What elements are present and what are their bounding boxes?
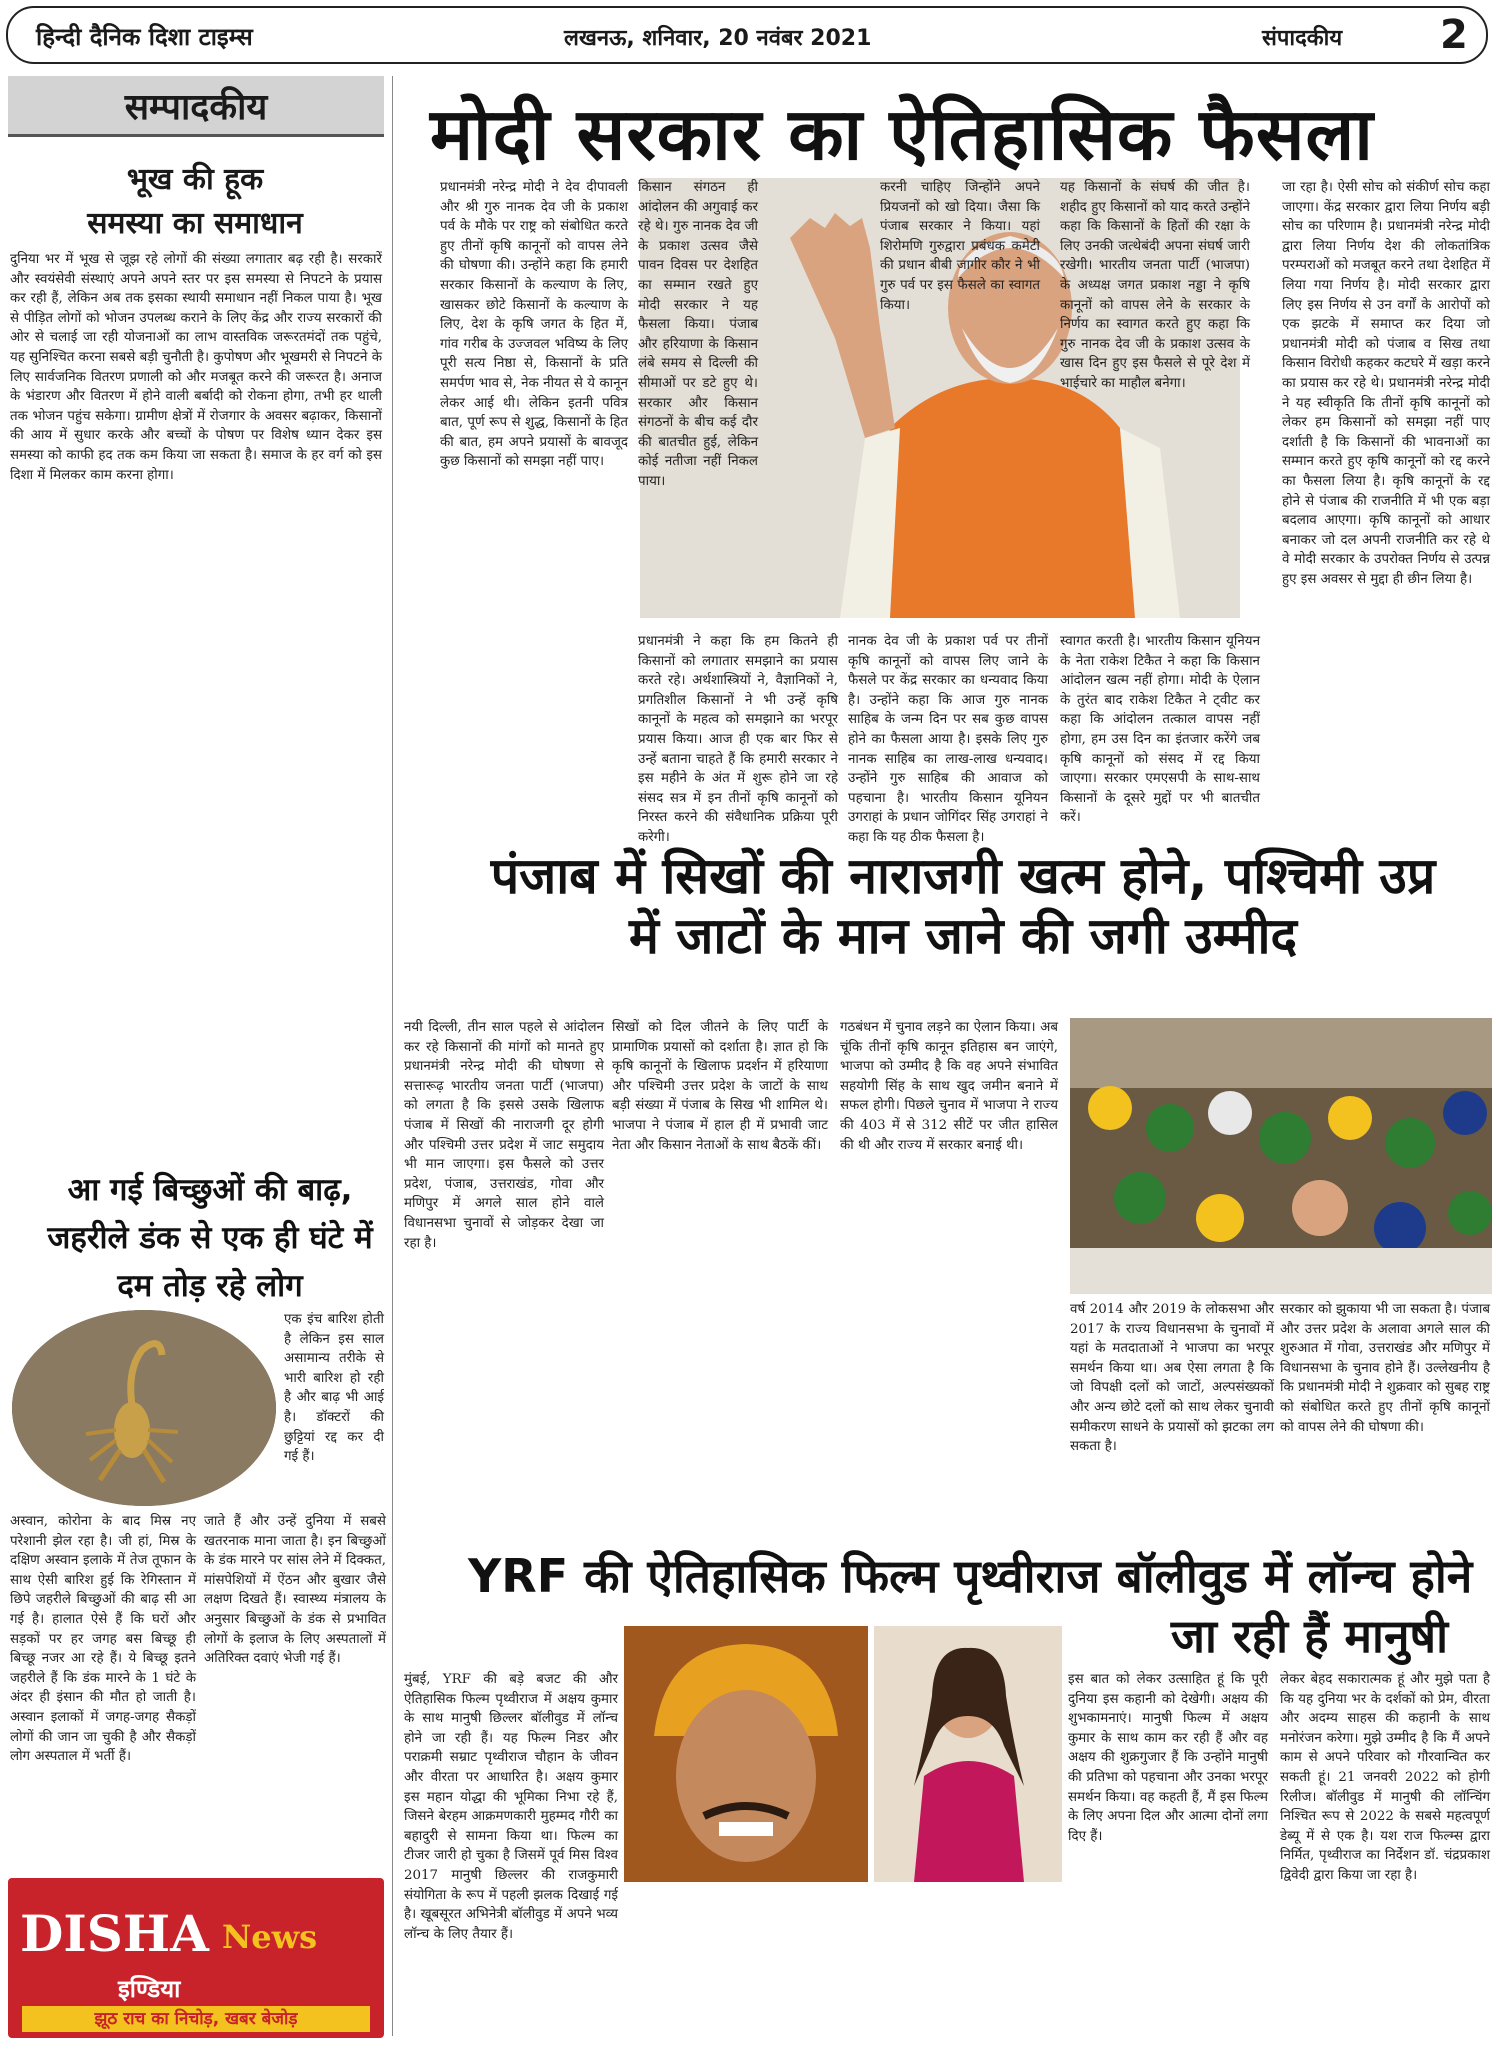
scorpion-headline-line2: जहरीले डंक से एक ही घंटे में [47, 1220, 373, 1256]
scorpion-headline-line3: दम तोड़ रहे लोग [117, 1268, 303, 1304]
editorial-title-line1: भूख की हूक [126, 162, 264, 197]
scorpion-side-text: एक इंच बारिश होती है लेकिन इस साल असामान्य तरीके से भारी बारिश हो रही है और बाढ़ भी आई है। डॉक्टरों की छुट्टियां रद्द कर दी गई हैं। [284, 1312, 384, 1465]
logo-tagline: झूठ राच का निचोड़, खबर बेजोड़ [22, 2006, 370, 2032]
lead-bottom-mid: नानक देव जी के प्रकाश पर्व पर तीनों कृषि कानूनों को वापस लिए जाने के फैसले पर केंद्र सरकार का धन्यवाद किया है। उन्होंने कहा कि आज गुरु नानक साहिब के जन्म दिन पर सब कुछ वापस होने का फैसला आया है। इसके लिए गुरु नानक साहिब का लाख-लाख धन्यवाद। उन्होंने गुरु साहिब की आवाज को पहचाना है। भारतीय किसान यूनियन उगराहां के प्रधान जोगिंदर सिंह उगराहां ने कहा कि यह ठीक फैसला है। [848, 634, 1048, 845]
manushi-photo [874, 1626, 1062, 1882]
punjab-headline [438, 846, 1488, 966]
scorpion-body: अस्वान, कोरोना के बाद मिस्र नए परेशानी झेल रहा है। जी हां, मिस्र के दक्षिण अस्वान इलाके में तेज तूफान के साथ ऐसी बारिश हुई कि रेगिस्तान में छिपे जहरीले बिच्छुओं की बाढ़ सी आ गई है। हालात ऐसे हैं कि घरों और सड़कों पर हर जगह बस बिच्छू ही बिच्छू नजर आ रहे हैं। ये बिच्छू इतने जहरीले हैं कि डंक मारने के 1 घंटे के अंदर ही इंसान की मौत हो जाती है। अस्वान इलाकों में जगह-जगह सैकड़ों लोगों की जान जा चुकी है और सैकड़ों लोग अस्पताल में भर्ती हैं। [10, 1514, 196, 1765]
lead-col2: किसान संगठन ही आंदोलन की अगुवाई कर रहे थे। गुरु नानक देव जी के प्रकाश उत्सव जैसे पावन दिवस पर देशहित का सम्मान रखते हुए मोदी सरकार ने यह फैसला किया। पंजाब और हरियाणा के किसान लंबे समय से दिल्ली की सीमाओं पर डटे हुए थे। सरकार और किसान संगठनों के बीच कई दौर की बातचीत हुई, लेकिन कोई नतीजा नहीं निकल पाया। [638, 180, 758, 489]
section-label: संपादकीय [1262, 26, 1343, 51]
column-divider [392, 76, 393, 2036]
lead-col3: करनी चाहिए जिन्होंने अपने प्रियजनों को खो दिया। जैसा कि पंजाब सरकार ने किया। यहां शिरोमणि गुरुद्वारा प्रबंधक कमेटी की प्रधान बीबी जागीर कौर ने भी गुरु पर्व पर इस फैसले का स्वागत किया। [880, 180, 1040, 313]
lead-headline: मोदी सरकार का ऐतिहासिक फैसला [430, 92, 1374, 176]
punjab-under-photo: वर्ष 2014 और 2019 के लोकसभा और 2017 के राज्य विधानसभा के चुनावों में यहां के मतदाताओं ने भाजपा का भरपूर समर्थन किया था। अब ऐसा लगता है कि जो विपक्षी दलों को जाटों, अल्पसंख्यकों और अन्य छोटे दलों को साथ लेकर चुनावी समीकरण साधने के प्रयासों को झटका लग सकता है। [1070, 1302, 1274, 1455]
punjab-headline-line1: पंजाब में सिखों की नाराजगी खत्म होने, पश्चिमी उप्र [490, 847, 1436, 905]
scorpion-headline-line1: आ गई बिच्छुओं की बाढ़, [67, 1172, 353, 1208]
lead-bottom-far [1262, 632, 1276, 642]
logo-brand-news: News [222, 1918, 318, 1956]
lead-col4: यह किसानों के संघर्ष की जीत है। शहीद हुए किसानों को याद करते उन्होंने कहा कि किसानों के हितों की रक्षा के लिए उनकी जत्थेबंदी अपना संघर्ष जारी रखेगी। भारतीय जनता पार्टी (भाजपा) के अध्यक्ष जगत प्रकाश नड्डा ने कृषि कानूनों को वापस लेने के सरकार के निर्णय का स्वागत करते हुए कहा कि गुरु नानक देव जी के प्रकाश उत्सव के खास दिन हुए इस फैसले से पूरे देश में भाईचारे का माहौल बनेगा। [1060, 180, 1250, 391]
farmers-crowd-photo [1070, 1018, 1492, 1294]
paper-name: हिन्दी दैनिक दिशा टाइम्स [36, 23, 253, 51]
yrf-col1: मुंबई, YRF की बड़े बजट की और ऐतिहासिक फिल्म पृथ्वीराज में अक्षय कुमार के साथ मानुषी छिल्लर बॉलीवुड में लॉन्च होने जा रही हैं। यह फिल्म निडर और पराक्रमी सम्राट पृथ्वीराज चौहान के जीवन और वीरता पर आधारित है। अक्षय कुमार इस महान योद्धा की भूमिका निभा रहे हैं, जिसने बेरहम आक्रमणकारी मुहम्मद गौरी का बहादुरी से सामना किया था। फिल्म का टीजर जारी हो चुका है जिसमें पूर्व मिस विश्व 2017 मानुषी छिल्लर की राजकुमारी संयोगिता के रूप में पहली झलक दिखाई गई है। खूबसूरत अभिनेत्री बॉलीवुड में अपने भव्य लॉन्च के लिए तैयार हैं। [404, 1672, 618, 1942]
lead-bottom-left: प्रधानमंत्री ने कहा कि हम कितने ही किसानों को लगातार समझाने का प्रयास करते रहे। अर्थशास्त्रियों ने, वैज्ञानिकों ने, प्रगतिशील किसानों ने भी उन्हें कृषि कानूनों के महत्व को समझाने का भरपूर प्रयास किया। आज ही एक बार फिर से उन्हें बताना चाहते हैं कि हमारी सरकार ने इस महीने के अंत में शुरू होने जा रहे संसद सत्र में इन तीनों कृषि कानूनों को निरस्त करने की संवैधानिक प्रक्रिया पूरी करेगी। [638, 634, 838, 845]
lead-col5: जा रहा है। ऐसी सोच को संकीर्ण सोच कहा जाएगा। केंद्र सरकार द्वारा लिया निर्णय बड़ी सोच का परिणाम है। प्रधानमंत्री नरेन्द्र मोदी द्वारा लिया निर्णय देश की लोकतांत्रिक परम्पराओं को मजबूत करने तथा देशहित में लिया गया निर्णय है। मोदी सरकार द्वारा लिए इस निर्णय से उन वर्गों के आरोपों को एक झटके में समाप्त कर दिया जो प्रधानमंत्री मोदी को पंजाब व सिख तथा किसान विरोधी कहकर कटघरे में खड़ा करने का प्रयास कर रहे थे। प्रधानमंत्री नरेन्द्र मोदी ने यह स्वीकृति कि तीनों कृषि कानूनों को लेकर हम किसानों को समझा नहीं पाए दर्शाती है कि किसानों की भावनाओं का सम्मान करते हुए कृषि कानूनों को रद्द करने का फैसला लिया है। कृषि कानूनों के रद्द होने से पंजाब की राजनीति में भी एक बड़ा बदलाव आएगा। कृषि कानूनों को आधार बनाकर जो दल अपनी राजनीति कर रहे थे वे मोदी सरकार के उपरोक्त निर्णय से उत्पन्न हुए इस अवसर से मुद्दा ही छीन लिया है। [1282, 180, 1490, 587]
scorpion-headline [40, 1166, 380, 1310]
yrf-headline-line1: YRF की ऐतिहासिक फिल्म पृथ्वीराज बॉलीवुड में लॉन्च होने [468, 1549, 1473, 1603]
editorial-title [40, 158, 350, 246]
punjab-col2: सिखों को दिल जीतने के लिए पार्टी के प्रामाणिक प्रयासों को दर्शाता है। ज्ञात हो कि कृषि कानूनों के खिलाफ प्रदर्शन में हरियाणा और पश्चिमी उत्तर प्रदेश के जाटों के साथ बड़ी संख्या में पंजाब के सिख भी शामिल थे। भाजपा ने पंजाब में हाल ही में प्रभावी जाट नेता और किसान नेताओं के साथ बैठकें कीं। [612, 1020, 828, 1153]
scorpion-photo [12, 1310, 276, 1506]
punjab-col3: गठबंधन में चुनाव लड़ने का ऐलान किया। अब चूंकि तीनों कृषि कानून इतिहास बन जाएंगे, भाजपा को उम्मीद है कि वह अपने संभावित सहयोगी सिंह के साथ खुद जमीन बनाने में सफल होगी। पिछले चुनाव में भाजपा ने राज्य की 403 में से 312 सीटें पर जीत हासिल की थी और राज्य में सरकार बनाई थी। [840, 1020, 1058, 1153]
masthead [6, 6, 1488, 64]
date-line: लखनऊ, शनिवार, 20 नवंबर 2021 [564, 26, 872, 51]
yrf-col2: इस बात को लेकर उत्साहित हूं कि पूरी दुनिया इस कहानी को देखेगी। अक्षय की शुभकामनाएं। मानुषी फिल्म में अक्षय कुमार के साथ काम कर रही हैं और वह अक्षय की शुक्रगुजार हैं कि उन्होंने मानुषी की प्रतिभा को पहचाना और उनका भरपूर समर्थन किया। वह कहती हैं, मैं इस फिल्म के लिए अपना दिल और आत्मा दोनों लगा दिए हैं। [1068, 1672, 1268, 1844]
lead-bottom-right: स्वागत करती है। भारतीय किसान यूनियन के नेता राकेश टिकैत ने कहा कि किसान आंदोलन खत्म नहीं होगा। मोदी के ऐलान के तुरंत बाद राकेश टिकैत ने ट्वीट कर कहा कि आंदोलन तत्काल वापस नहीं होगा, हम उस दिन का इंतजार करेंगे जब कृषि कानूनों को संसद में रद्द किया जाएगा। सरकार एमएसपी के साथ-साथ किसानों के दूसरे मुद्दों पर भी बातचीत करें। [1060, 634, 1260, 826]
scorpion-body-mid: जाते हैं और उन्हें दुनिया में सबसे खतरनाक माना जाता है। इन बिच्छुओं के डंक मारने पर सांस लेने में दिक्कत, मांसपेशियों में ऐंठन और बुखार जैसे लक्षण दिखते हैं। स्वास्थ्य मंत्रालय के अनुसार बिच्छुओं के डंक से प्रभावित लोगों के इलाज के लिए अस्पतालों में अतिरिक्त दवाएं भेजी गई हैं। [204, 1514, 386, 1667]
editorial-title-line2: समस्या का समाधान [87, 206, 303, 241]
yrf-col3: लेकर बेहद सकारात्मक हूं और मुझे पता है कि यह दुनिया भर के दर्शकों को प्रेम, वीरता और अदम्य साहस की कहानी के साथ मनोरंजन करेगा। मुझे उम्मीद है कि मैं अपने काम से अपने परिवार को गौरवान्वित कर सकती हूं। 21 जनवरी 2022 को होगी रिलीज। बॉलीवुड में मानुषी की लॉन्चिंग निश्चित रूप से 2022 के सबसे महत्वपूर्ण डेब्यू में से एक है। यश राज फिल्म्स द्वारा निर्मित, पृथ्वीराज का निर्देशन डॉ. चंद्रप्रकाश द्विवेदी द्वारा किया जा रहा है। [1280, 1672, 1490, 1883]
punjab-headline-line2: में जाटों के मान जाने की जगी उम्मीद [628, 907, 1298, 965]
editorial-banner: सम्पादकीय [8, 76, 384, 137]
logo-brand-main: DISHA [20, 1904, 209, 1963]
editorial-body: दुनिया भर में भूख से जूझ रहे लोगों की संख्या लगातार बढ़ रही है। सरकारें और स्वयंसेवी संस्थाएं अपने अपने स्तर पर इस समस्या से निपटने के प्रयास कर रही हैं, लेकिन अब तक इसका स्थायी समाधान नहीं निकल पाया है। भूख से पीड़ित लोगों को भोजन उपलब्ध कराने के लिए केंद्र और राज्य सरकारों की ओर से चलाई जा रही योजनाओं का लाभ वास्तविक जरूरतमंदों तक पहुंचे, यह सुनिश्चित करना सबसे बड़ी चुनौती है। कुपोषण और भूखमरी से निपटने के लिए सार्वजनिक वितरण प्रणाली को और मजबूत करने की जरूरत है। अनाज के भंडारण और वितरण में होने वाली बर्बादी को रोकना होगा, तभी हर थाली तक भोजन पहुंच सकेगा। ग्रामीण क्षेत्रों में रोजगार के अवसर बढ़ाकर, किसानों की आय में सुधार करके और बच्चों के पोषण पर विशेष ध्यान देकर इस समस्या को काफी हद तक कम किया जा सकता है। समाज के हर वर्ग को इस दिशा में मिलकर काम करना होगा। [10, 252, 382, 483]
yrf-headline-line2: जा रही हैं मानुषी [1170, 1609, 1448, 1663]
logo-country: इण्डिया [118, 1975, 181, 2003]
page-number: 2 [1440, 12, 1468, 58]
punjab-right-text: सरकार को झुकाया भी जा सकता है। पंजाब और उत्तर प्रदेश के अलावा अगले साल की शुरुआत में गोवा, उत्तराखंड और मणिपुर में विधानसभा के चुनाव होने हैं। उल्लेखनीय है कि प्रधानमंत्री मोदी ने शुक्रवार को सुबह राष्ट्र को संबोधित करते हुए तीनों कृषि कानूनों को वापस लेने की घोषणा की। [1280, 1302, 1490, 1435]
manushi-illustration [874, 1626, 1062, 1882]
punjab-col1: नयी दिल्ली, तीन साल पहले से आंदोलन कर रहे किसानों की मांगों को मानते हुए प्रधानमंत्री नरेन्द्र मोदी की घोषणा से सत्तारूढ़ भारतीय जनता पार्टी (भाजपा) को लगता है कि इससे उसके खिलाफ पंजाब में सिखों की नाराजगी दूर होगी और पश्चिमी उत्तर प्रदेश में जाट समुदाय भी मान जाएगा। इस फैसले को उत्तर प्रदेश, पंजाब, उत्तराखंड, गोवा और मणिपुर में अगले साल होने वाले विधानसभा चुनावों से जोड़कर देखा जा रहा है। [404, 1020, 604, 1251]
crowd-illustration [1070, 1018, 1492, 1294]
disha-news-logo [8, 1878, 384, 2038]
akshay-photo [624, 1626, 868, 1882]
lead-col1: प्रधानमंत्री नरेन्द्र मोदी ने देव दीपावली और श्री गुरु नानक देव जी के प्रकाश पर्व के मौके पर राष्ट्र को संबोधित करते हुए तीनों कृषि कानूनों को वापस लेने की घोषणा की। उन्होंने कहा कि हमारी सरकार किसानों के कल्याण के लिए, खासकर छोटे किसानों के कल्याण के लिए, देश के कृषि जगत के हित में, गांव गरीब के उज्जवल भविष्य के लिए पूरी सत्य निष्ठा से, किसानों के प्रति समर्पण भाव से, नेक नीयत से ये कानून लेकर आई थी। लेकिन इतनी पवित्र बात, पूर्ण रूप से शुद्ध, किसानों के हित की बात, हम अपने प्रयासों के बावजूद कुछ किसानों को समझा नहीं पाए। [440, 180, 628, 470]
scorpion-illustration [12, 1310, 276, 1506]
akshay-illustration [624, 1626, 868, 1882]
